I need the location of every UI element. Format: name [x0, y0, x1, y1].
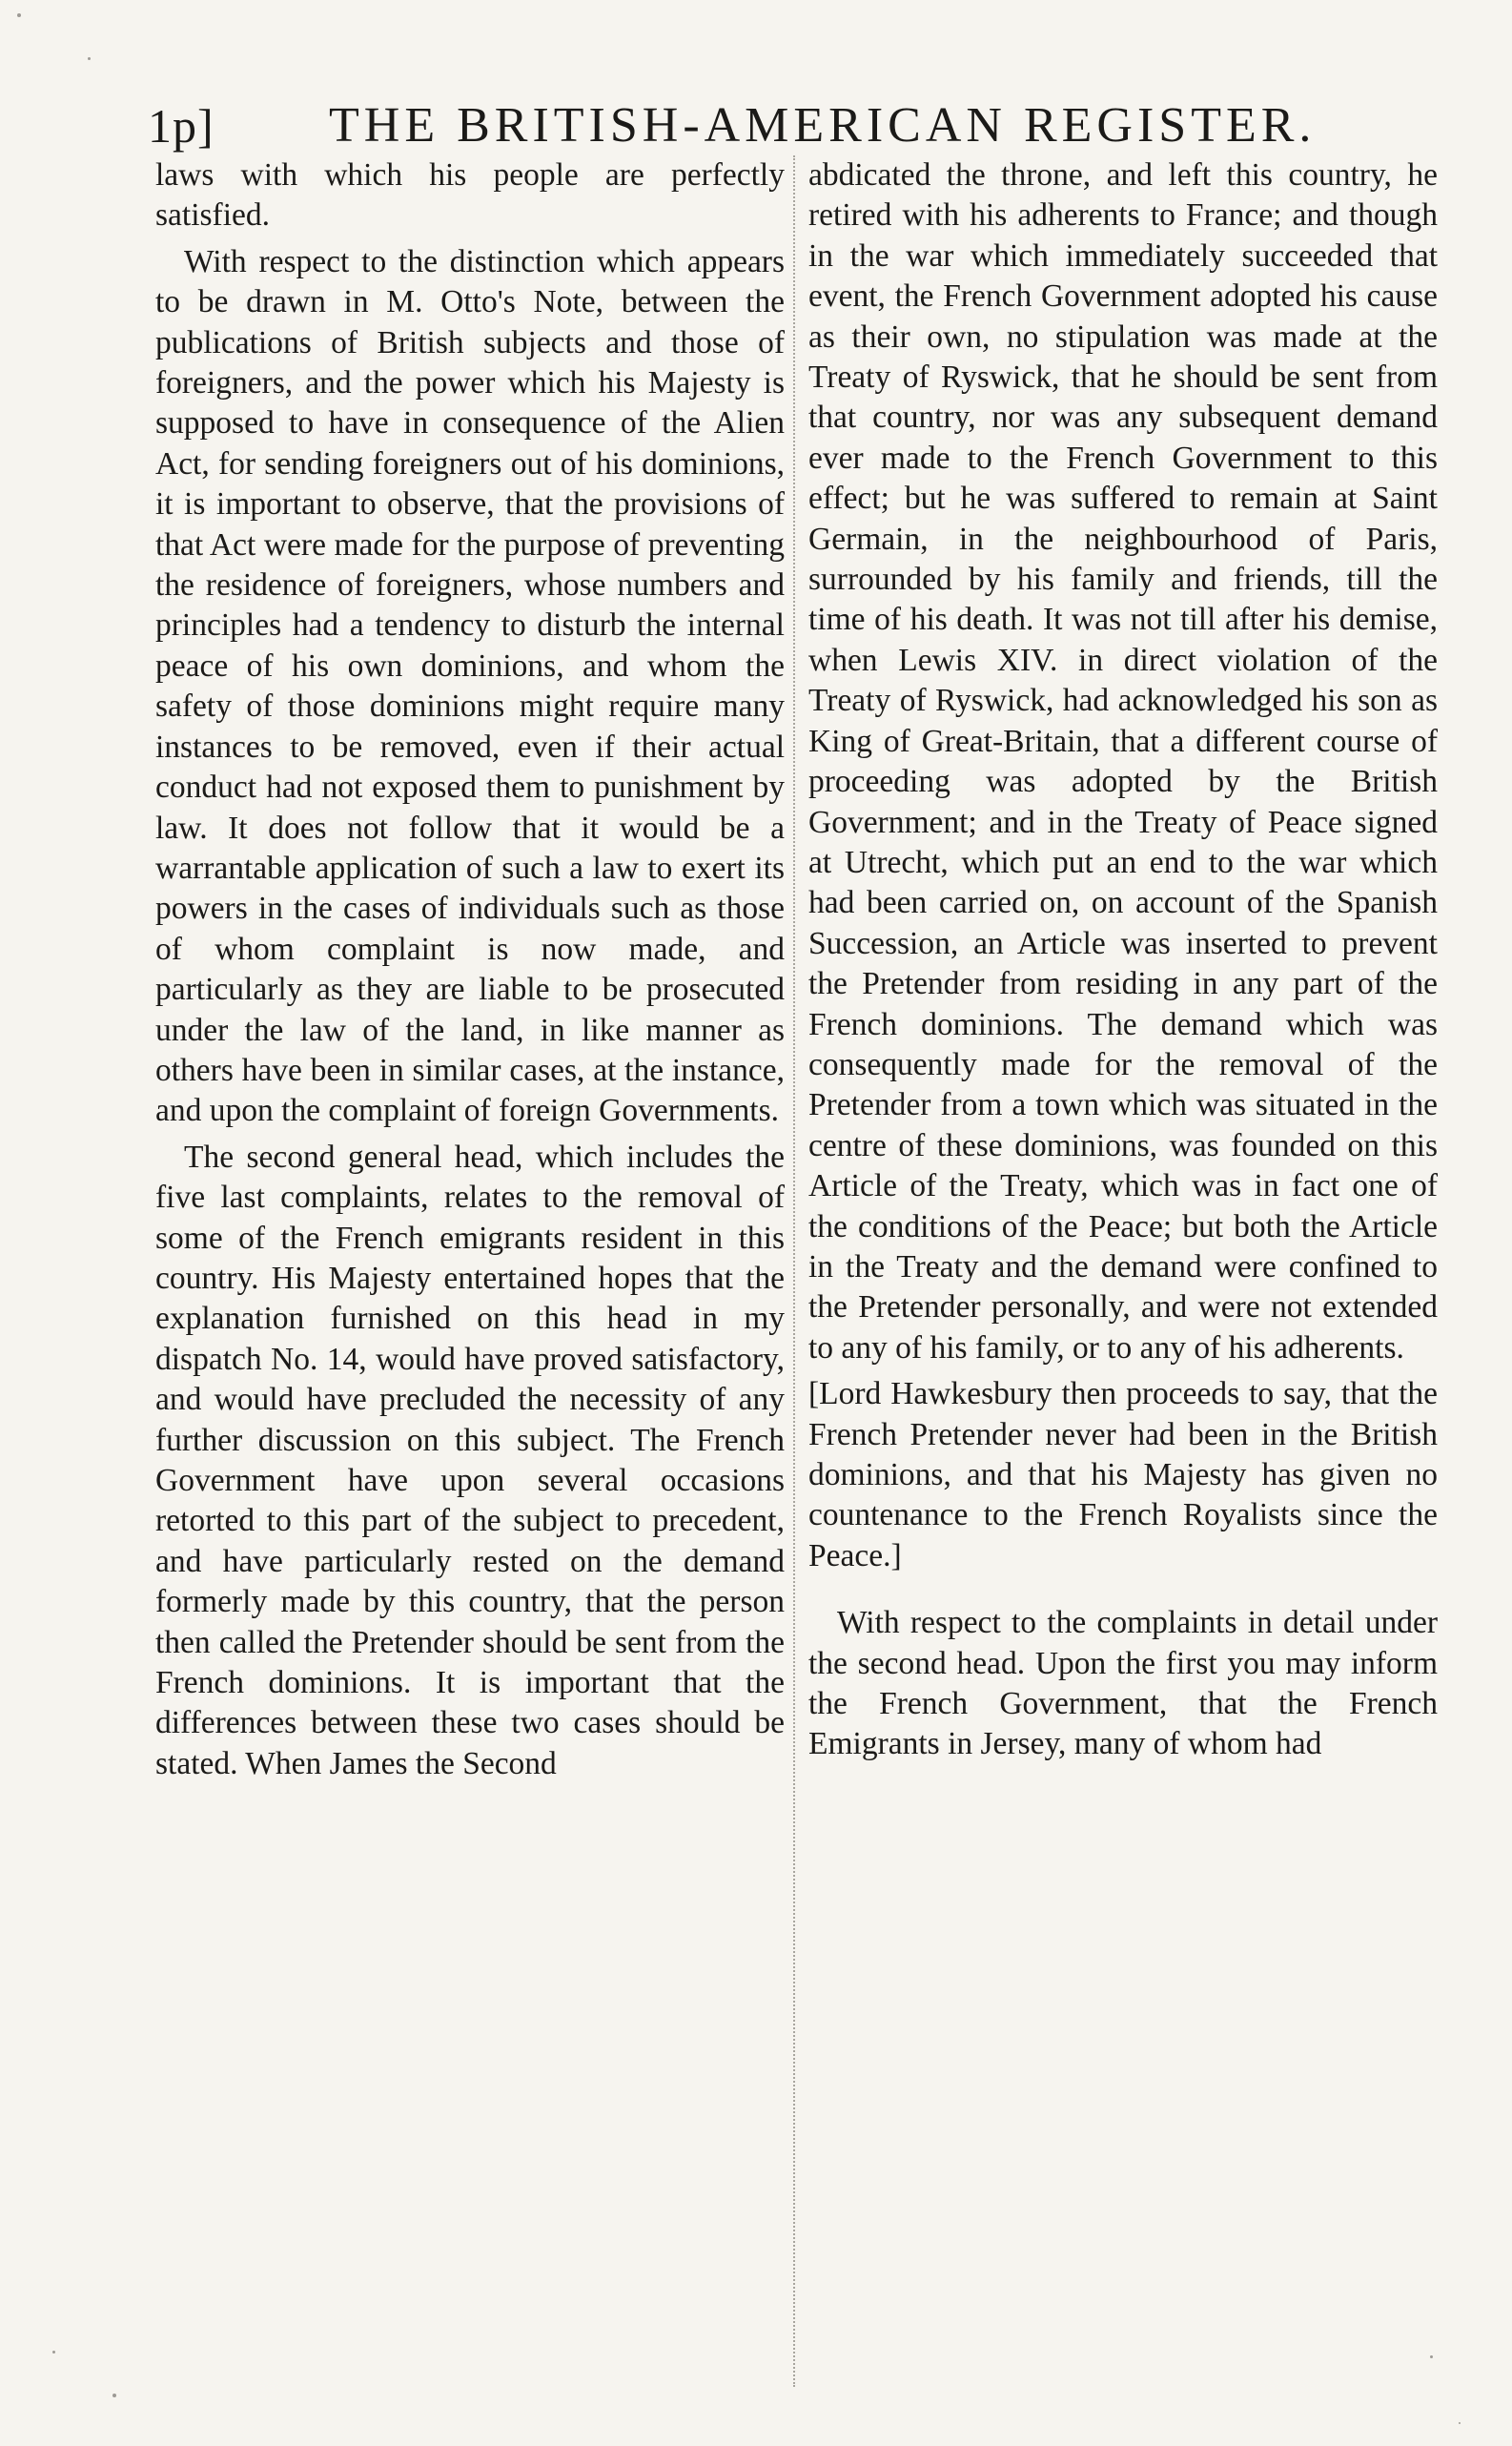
left-paragraph-1: laws with which his people are perfectly satisfied.: [155, 157, 785, 234]
column-divider: [793, 155, 795, 2387]
right-paragraph-1: abdicated the throne, and left this country, he retired with his adherents to France; and though in the war which immediately succeeded that event, the French Government adopted his cause as their own, no stipulation was made at the Treaty of Ryswick, that he should be sent from that country, nor was any subsequent demand ever made to the French Government to this effect; but he was suffered to remain at Saint Germain, in the neighbourhood of Paris, surrounded by his family and friends, till the time of his death. It was not till after his demise, when Lewis XIV. in direct violation of the Treaty of Ryswick, had acknowledged his son as King of Great-Britain, that a different course of proceeding was adopted by the British Government; and in the Treaty of Peace signed at Utrecht, which put an end to the war which had been carried on, on account of the Spanish Succession, an Article was inserted to prevent the Pretender from residing in any part of the French dominions. The demand which was consequently made for the removal of the Pretender from a town which was situated in the centre of these dominions, was founded on this Article of the Treaty, which was in fact one of the conditions of the Peace; but both the Article in the Treaty and the demand were confined to the Pretender personally, and were not extended to any of his family, or to any of his adherents.: [808, 157, 1438, 1366]
page-number: 1p]: [148, 99, 215, 153]
running-title: THE BRITISH-AMERICAN REGISTER.: [329, 98, 1317, 153]
left-paragraph-3: The second general head, which includes the five last complaints, relates to the removal of some of the French emigrants resident in this country. His Majesty entertained hopes that the explanation furnished on this head in my dispatch No. 14, would have proved satisfactory, and would have precluded the necessity of any further discussion on this subject. The French Government have upon several occasions retorted to this part of the subject to precedent, and have particularly rested on the demand formerly made by this country, that the person then called the Pretender should be sent from the French dominions. It is important that the differences between these two cases should be stated. When James the Second: [155, 1139, 785, 1781]
left-column: [155, 155, 785, 1790]
paper-speckle: [112, 2394, 116, 2397]
left-paragraph-2: With respect to the distinction which appears to be drawn in M. Otto's Note, between the publications of British subjects and those of foreigners, and the power which his Majesty is supposed to have in consequence of the Alien Act, for sending foreigners out of his dominions, it is important to observe, that the provisions of that Act were made for the purpose of preventing the residence of foreigners, whose numbers and principles had a tendency to disturb the internal peace of his own dominions, and whom the safety of those dominions might require many instances to be removed, even if their actual conduct had not exposed them to punishment by law. It does not follow that it would be a warrantable application of such a law to exert its powers in the cases of individuals such as those of whom complaint is now made, and particularly as they are liable to be prosecuted under the law of the land, in like manner as others have been in similar cases, at the instance, and upon the complaint of foreign Governments.: [155, 243, 785, 1129]
paper-speckle: [1430, 2355, 1433, 2358]
right-column: [808, 155, 1438, 1771]
right-paragraph-2: [Lord Hawkesbury then proceeds to say, that the French Pretender never had been in the British dominions, and that his Majesty has given no countenance to the French Royalists since the Peace.]: [808, 1376, 1438, 1573]
paper-speckle: [52, 2351, 55, 2354]
paper-speckle: [17, 13, 21, 17]
right-paragraph-3: With respect to the complaints in detail under the second head. Upon the first you may inform the French Government, that the French Emigrants in Jersey, many of whom had: [808, 1605, 1438, 1762]
paper-speckle: [88, 57, 91, 60]
page-header: [148, 88, 1339, 164]
paper-speckle: [1459, 2422, 1461, 2424]
